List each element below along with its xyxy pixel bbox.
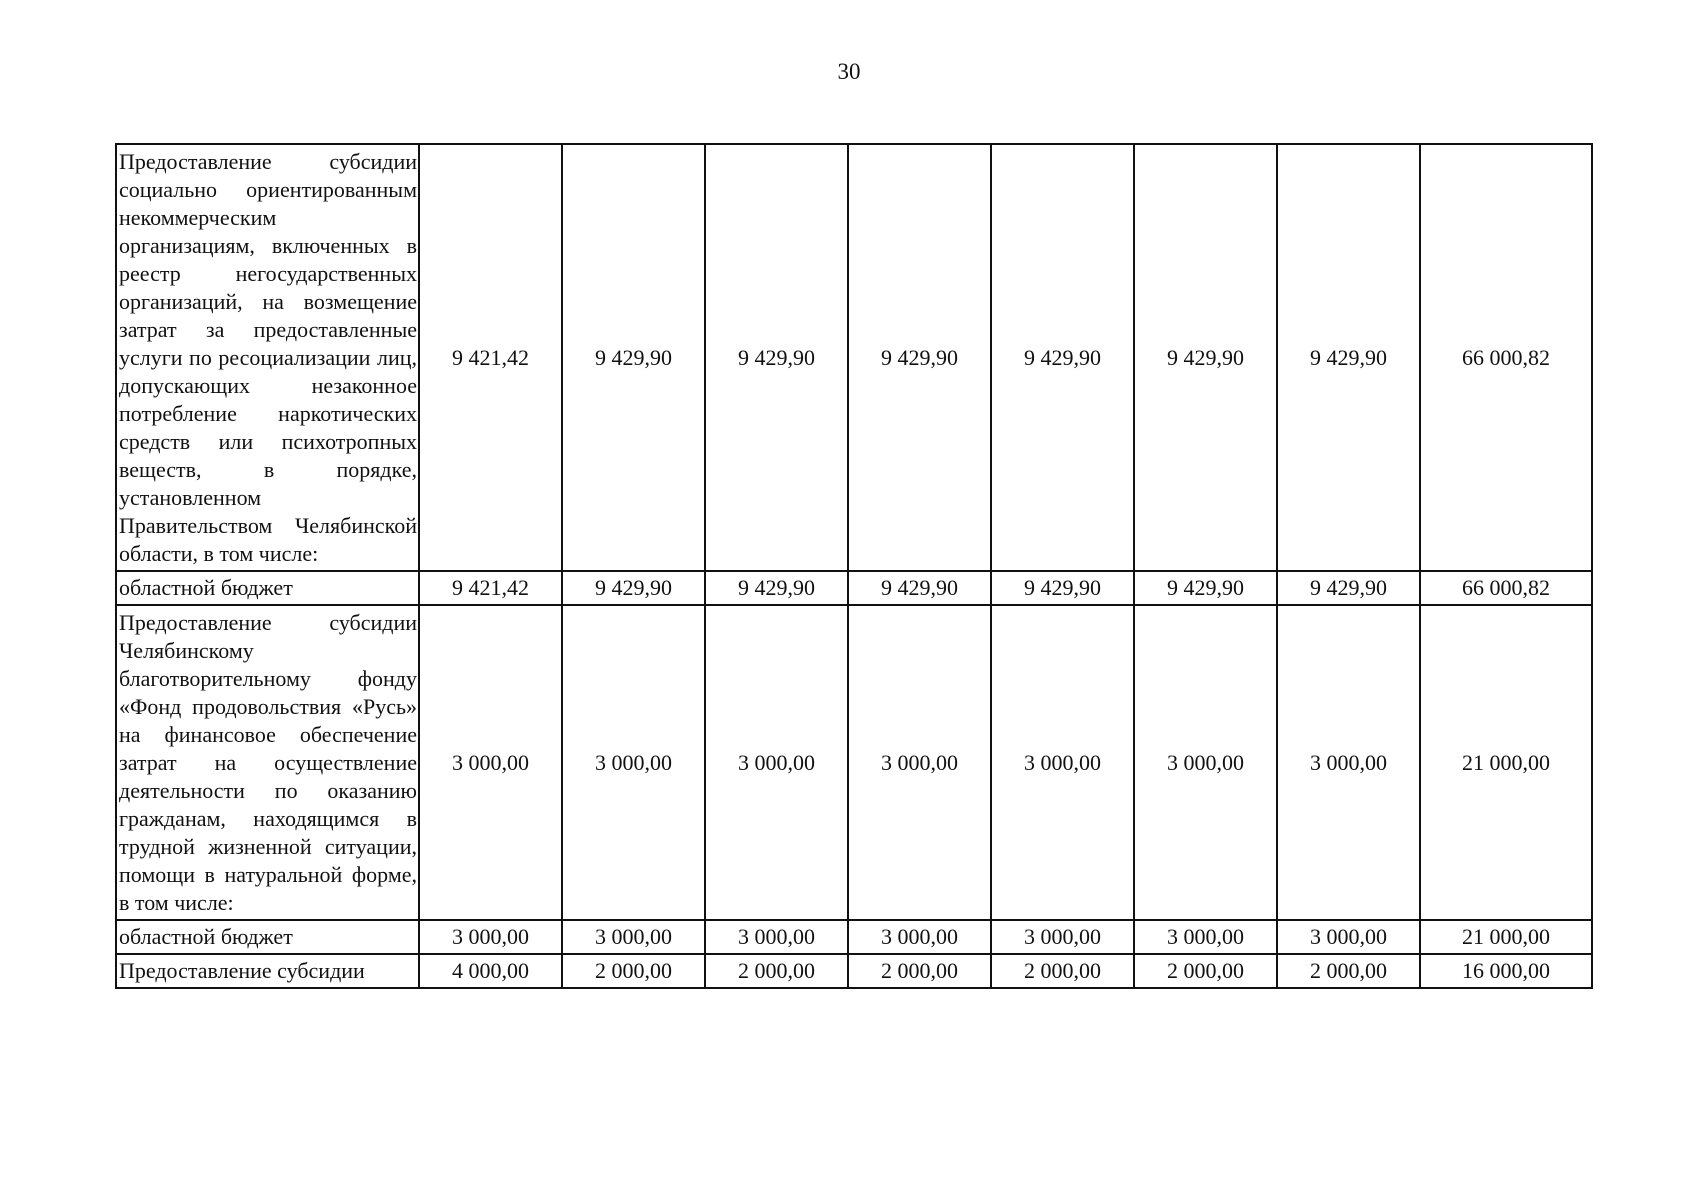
year-value: 9 429,90 (848, 144, 991, 571)
total-value: 16 000,00 (1420, 954, 1592, 988)
year-value: 9 429,90 (705, 571, 848, 605)
year-value: 2 000,00 (1134, 954, 1277, 988)
year-value: 2 000,00 (562, 954, 705, 988)
page-number: 30 (837, 59, 861, 84)
year-value: 3 000,00 (1277, 605, 1420, 920)
row-description: Предоставление субсидии социально ориентированным некоммерческим организациям, включенных в реестр негосударственных организаций, на возмещение затрат за предоставленные услуги по ресоциализации лиц, допускающих незаконное потребление наркотических средств или психотропных веществ, в порядке, установленном Правительством Челябинской области, в том числе: (116, 144, 419, 571)
year-value: 3 000,00 (562, 605, 705, 920)
year-value: 9 429,90 (848, 571, 991, 605)
year-value: 2 000,00 (848, 954, 991, 988)
year-value: 2 000,00 (1277, 954, 1420, 988)
year-value: 3 000,00 (705, 920, 848, 954)
table-row (116, 144, 1592, 571)
year-value: 9 421,42 (419, 144, 562, 571)
year-value: 3 000,00 (1277, 920, 1420, 954)
table-row (116, 920, 1592, 954)
year-value: 3 000,00 (1134, 605, 1277, 920)
year-value: 9 429,90 (991, 144, 1134, 571)
year-value: 9 429,90 (1277, 144, 1420, 571)
table-row (116, 954, 1592, 988)
year-value: 2 000,00 (991, 954, 1134, 988)
row-description: Предоставление субсидии (116, 954, 419, 988)
year-value: 9 421,42 (419, 571, 562, 605)
total-value: 21 000,00 (1420, 605, 1592, 920)
year-value: 9 429,90 (562, 144, 705, 571)
year-value: 9 429,90 (1134, 571, 1277, 605)
total-value: 66 000,82 (1420, 144, 1592, 571)
row-description: областной бюджет (116, 571, 419, 605)
year-value: 9 429,90 (1134, 144, 1277, 571)
year-value: 3 000,00 (1134, 920, 1277, 954)
year-value: 2 000,00 (705, 954, 848, 988)
row-description: Предоставление субсидии Челябинскому благотворительному фонду «Фонд продовольствия «Русь» на финансовое обеспечение затрат на осуществление деятельности по оказанию гражданам, находящимся в трудной жизненной ситуации, помощи в натуральной форме, в том числе: (116, 605, 419, 920)
year-value: 3 000,00 (419, 920, 562, 954)
year-value: 9 429,90 (1277, 571, 1420, 605)
row-description: областной бюджет (116, 920, 419, 954)
year-value: 9 429,90 (705, 144, 848, 571)
year-value: 9 429,90 (562, 571, 705, 605)
budget-table (115, 143, 1593, 989)
total-value: 21 000,00 (1420, 920, 1592, 954)
year-value: 3 000,00 (705, 605, 848, 920)
table-row (116, 571, 1592, 605)
year-value: 3 000,00 (419, 605, 562, 920)
year-value: 3 000,00 (848, 920, 991, 954)
year-value: 9 429,90 (991, 571, 1134, 605)
year-value: 3 000,00 (848, 605, 991, 920)
year-value: 3 000,00 (562, 920, 705, 954)
table-row (116, 605, 1592, 920)
year-value: 3 000,00 (991, 605, 1134, 920)
total-value: 66 000,82 (1420, 571, 1592, 605)
year-value: 3 000,00 (991, 920, 1134, 954)
year-value: 4 000,00 (419, 954, 562, 988)
